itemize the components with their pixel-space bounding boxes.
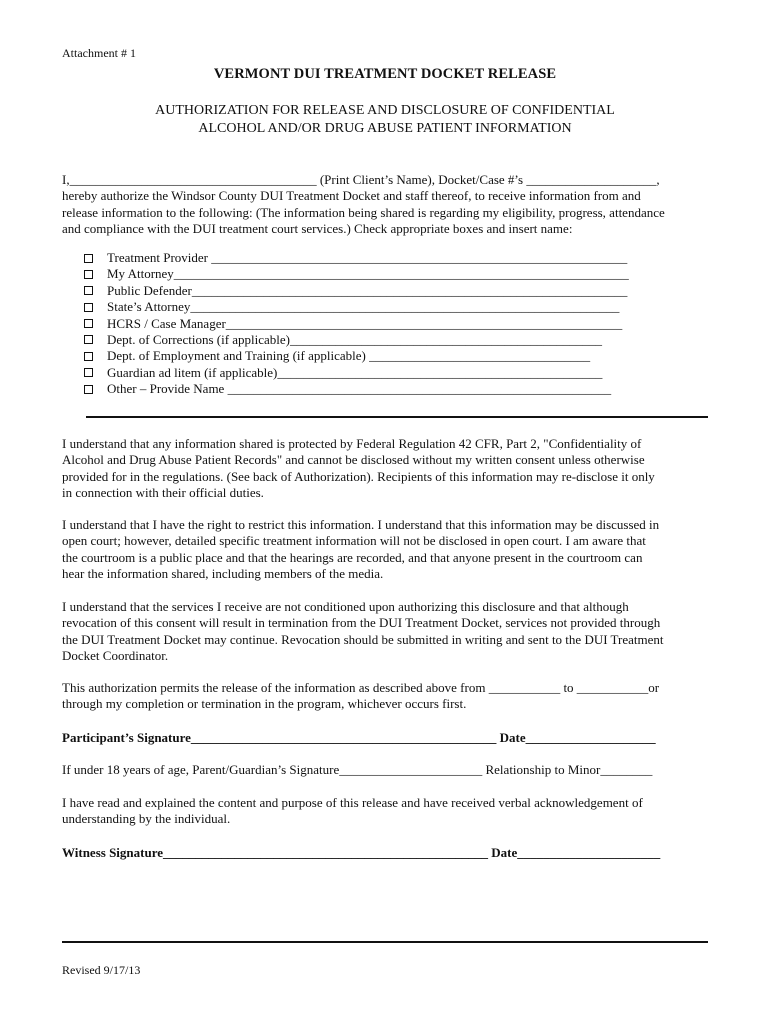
paragraph-line: I understand that I have the right to restrict this information. I understand that this information may be discussed in bbox=[62, 517, 660, 532]
paragraph-line: I have read and explained the content and purpose of this release and have received verbal acknowledgement of bbox=[62, 795, 643, 810]
paragraph-line: I understand that the services I receive are not conditioned upon authorizing this disclosure and that although bbox=[62, 599, 629, 614]
checkbox[interactable] bbox=[84, 385, 93, 394]
checklist-label[interactable]: State’s Attorney__________________________________________________________________ bbox=[107, 299, 620, 315]
checklist-item-other bbox=[84, 381, 629, 397]
checklist-label[interactable]: Guardian ad litem (if applicable)__________________________________________________ bbox=[107, 364, 603, 380]
checklist-label[interactable]: Public Defender___________________________________________________________________ bbox=[107, 282, 628, 298]
footer-divider bbox=[62, 941, 708, 943]
intro-line-client-name[interactable]: I,______________________________________ (Print Client’s Name), Docket/Case #’s ____________________, bbox=[62, 172, 660, 187]
checkbox[interactable] bbox=[84, 335, 93, 344]
paragraph-line: hear the information shared, including members of the media. bbox=[62, 566, 384, 582]
paragraph-line: revocation of this consent will result in termination from the DUI Treatment Docket, services not provided through bbox=[62, 615, 661, 631]
attachment-label: Attachment # 1 bbox=[62, 46, 136, 60]
paragraph-line: provided for in the regulations. (See back of Authorization). Recipients of this information may re-disclose it only bbox=[62, 468, 655, 484]
paragraph-line: understanding by the individual. bbox=[62, 811, 231, 827]
paragraph-line: Alcohol and Drug Abuse Patient Records" and cannot be disclosed without my written consent unless otherwise bbox=[62, 452, 645, 468]
checkbox[interactable] bbox=[84, 270, 93, 279]
checklist-label[interactable]: Other – Provide Name ___________________________________________________________ bbox=[107, 381, 612, 397]
confidentiality-paragraph bbox=[62, 436, 712, 502]
checkbox[interactable] bbox=[84, 319, 93, 328]
checkbox[interactable] bbox=[84, 286, 93, 295]
checklist-item-treatment-provider bbox=[84, 250, 629, 266]
document-title: VERMONT DUI TREATMENT DOCKET RELEASE bbox=[213, 66, 557, 82]
subtitle-line-2: ALCOHOL AND/OR DRUG ABUSE PATIENT INFORMATION bbox=[198, 121, 572, 136]
checkbox[interactable] bbox=[84, 303, 93, 312]
duration-paragraph bbox=[62, 680, 712, 713]
authorization-intro bbox=[62, 172, 712, 238]
paragraph-line: in connection with their official duties. bbox=[62, 485, 264, 501]
date-range-line[interactable]: This authorization permits the release of the information as described above from ___________ to ___________or bbox=[62, 680, 660, 695]
checklist-item-dept-corrections bbox=[84, 332, 629, 348]
restriction-paragraph bbox=[62, 517, 712, 583]
checklist-item-states-attorney bbox=[84, 299, 629, 315]
checklist-label[interactable]: Dept. of Corrections (if applicable)________________________________________________ bbox=[107, 331, 603, 347]
checklist-label[interactable]: Dept. of Employment and Training (if applicable) __________________________________ bbox=[107, 348, 591, 364]
checklist-item-guardian-ad-litem bbox=[84, 365, 629, 381]
checklist-item-dept-employment bbox=[84, 348, 629, 364]
intro-line-2: hereby authorize the Windsor County DUI Treatment Docket and staff thereof, to receive information from and bbox=[62, 188, 641, 204]
checkbox[interactable] bbox=[84, 368, 93, 377]
checkbox[interactable] bbox=[84, 352, 93, 361]
recipient-checklist bbox=[84, 250, 629, 398]
checkbox[interactable] bbox=[84, 254, 93, 263]
checklist-label[interactable]: My Attorney______________________________________________________________________ bbox=[107, 266, 629, 282]
paragraph-line: I understand that any information shared is protected by Federal Regulation 42 CFR, Part 2, "Confidentiality of bbox=[62, 436, 642, 451]
paragraph-line: through my completion or termination in the program, whichever occurs first. bbox=[62, 696, 467, 712]
subtitle-line-1: AUTHORIZATION FOR RELEASE AND DISCLOSURE OF CONFIDENTIAL bbox=[155, 103, 615, 118]
checklist-label[interactable]: HCRS / Case Manager_____________________________________________________________ bbox=[107, 315, 623, 331]
intro-line-4: and compliance with the DUI treatment court services.) Check appropriate boxes and insert name: bbox=[62, 221, 573, 237]
paragraph-line: open court; however, detailed specific treatment information will not be disclosed in open court. I am aware that bbox=[62, 533, 646, 549]
paragraph-line: the DUI Treatment Docket may continue. Revocation should be submitted in writing and sent to the DUI Treatment bbox=[62, 631, 664, 647]
participant-signature-line[interactable]: Participant’s Signature_______________________________________________ Date____________________ bbox=[62, 730, 656, 745]
paragraph-line: Docket Coordinator. bbox=[62, 648, 169, 664]
checklist-label[interactable]: Treatment Provider ________________________________________________________________ bbox=[107, 250, 628, 265]
section-divider bbox=[86, 416, 708, 418]
paragraph-line: the courtroom is a public place and that the hearings are recorded, and that anyone present in the courtroom can bbox=[62, 549, 643, 565]
witness-signature-line[interactable]: Witness Signature__________________________________________________ Date______________________ bbox=[62, 845, 661, 860]
checklist-item-hcrs-case-manager bbox=[84, 316, 629, 332]
checklist-item-public-defender bbox=[84, 283, 629, 299]
intro-line-3: release information to the following: (The information being shared is regarding my eligibility, progress, attendance bbox=[62, 204, 665, 220]
revision-date: Revised 9/17/13 bbox=[62, 963, 141, 977]
checklist-item-my-attorney bbox=[84, 266, 629, 282]
revocation-paragraph bbox=[62, 599, 712, 665]
witness-statement-paragraph bbox=[62, 795, 712, 828]
guardian-signature-line[interactable]: If under 18 years of age, Parent/Guardian’s Signature______________________ Relationship to Minor________ bbox=[62, 762, 653, 777]
